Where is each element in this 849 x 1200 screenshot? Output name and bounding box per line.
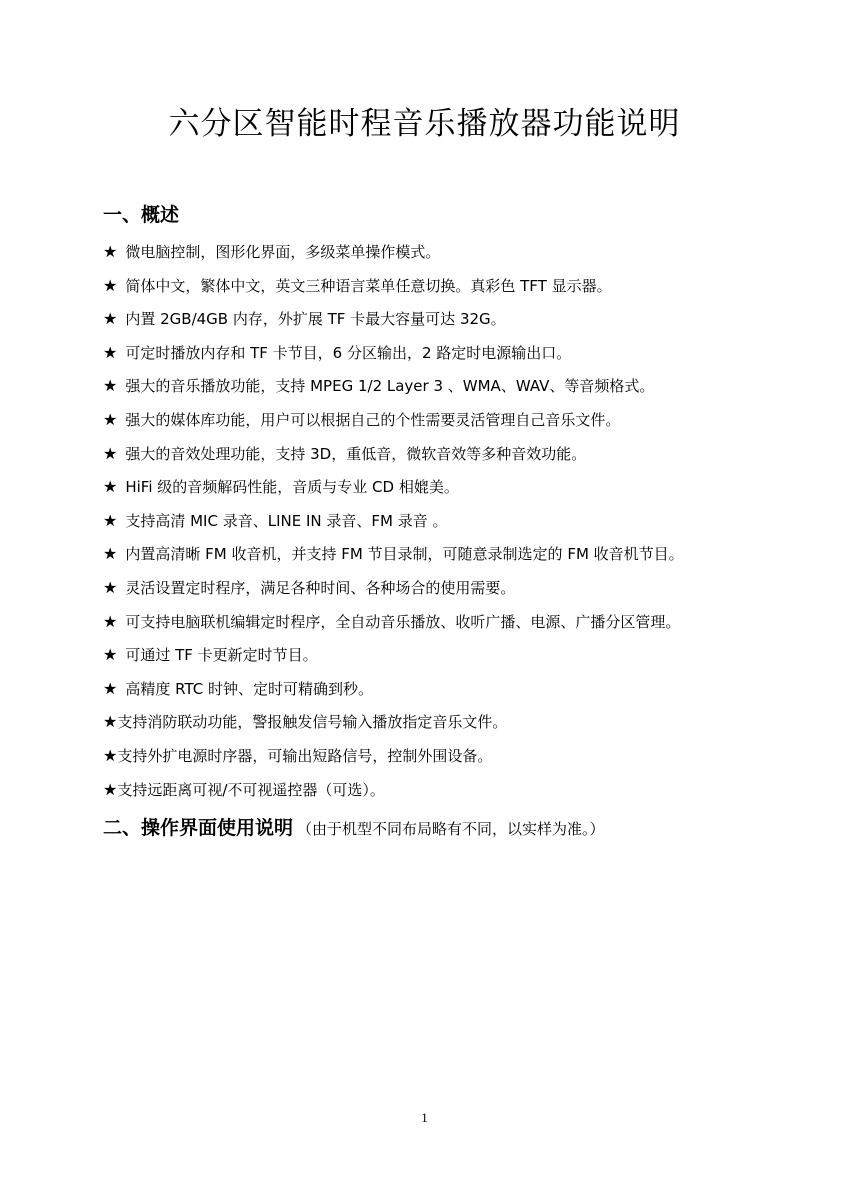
star-icon: ★ [103, 409, 118, 429]
list-item [103, 269, 803, 303]
star-icon: ★ [103, 477, 118, 497]
list-item-text: 支持外扩电源时序器，可输出短路信号，控制外围设备。 [117, 746, 493, 765]
star-icon: ★ [103, 443, 118, 463]
list-item [103, 235, 803, 269]
list-item-text: 强大的音效处理功能，支持 3D，重低音，微软音效等多种音效功能。 [125, 444, 587, 463]
list-item-text: 微电脑控制，图形化界面，多级菜单操作模式。 [125, 243, 441, 261]
list-item-text: 简体中文，繁体中文，英文三种语言菜单任意切换。真彩色 TFT 显示器。 [125, 276, 612, 295]
star-icon: ★ [103, 275, 118, 295]
star-icon: ★ [103, 376, 118, 396]
list-item-text: 可支持电脑联机编辑定时程序，全自动音乐播放、收听广播、电源、广播分区管理。 [125, 612, 681, 631]
section-heading-text: 二、操作界面使用说明 [103, 817, 294, 839]
star-icon: ★ [103, 309, 118, 329]
list-item-text: 内置高清晰 FM 收音机，并支持 FM 节目录制，可随意录制选定的 FM 收音机节目。 [125, 545, 684, 564]
list-item [103, 705, 803, 739]
list-item-text: 灵活设置定时程序，满足各种时间、各种场合的使用需要。 [125, 578, 516, 597]
star-icon: ★ [103, 779, 118, 799]
section-heading-overview: 一、概述 [103, 204, 180, 226]
list-item-text: 支持消防联动功能，警报触发信号输入播放指定音乐文件。 [117, 713, 508, 732]
star-icon: ★ [103, 242, 118, 261]
star-icon: ★ [103, 510, 118, 530]
list-item [103, 773, 803, 807]
list-item [103, 571, 803, 605]
list-item-text: 支持高清 MIC 录音、LINE IN 录音、FM 录音 。 [125, 511, 448, 530]
list-item-text: 强大的音乐播放功能，支持 MPEG 1/2 Layer 3 、WMA、WAV、等音频格式。 [125, 377, 655, 396]
list-item [103, 437, 803, 471]
list-item [103, 336, 803, 370]
list-item [103, 470, 803, 504]
list-item-text: HiFi 级的音频解码性能，音质与专业 CD 相媲美。 [125, 478, 459, 497]
page-number: 1 [421, 1110, 428, 1125]
section-heading-note: （由于机型不同布局略有不同，以实样为准。） [297, 820, 605, 838]
list-item-text: 支持远距离可视/不可视遥控器（可选）。 [117, 780, 385, 799]
star-icon: ★ [103, 577, 118, 597]
list-item [103, 537, 803, 571]
list-item [103, 605, 803, 639]
list-item [103, 638, 803, 672]
list-item [103, 369, 803, 403]
list-item-text: 可通过 TF 卡更新定时节目。 [125, 646, 318, 665]
list-item [103, 672, 803, 706]
list-item-text: 强大的媒体库功能，用户可以根据自己的个性需要灵活管理自己音乐文件。 [125, 410, 621, 429]
list-item [103, 302, 803, 336]
list-item-text: 可定时播放内存和 TF 卡节目，6 分区输出，2 路定时电源输出口。 [125, 343, 572, 362]
star-icon: ★ [103, 544, 118, 564]
feature-list [103, 235, 803, 806]
star-icon: ★ [103, 712, 118, 732]
star-icon: ★ [103, 678, 118, 698]
star-icon: ★ [103, 342, 118, 362]
star-icon: ★ [103, 745, 118, 765]
list-item-text: 高精度 RTC 时钟、定时可精确到秒。 [125, 679, 373, 698]
list-item-text: 内置 2GB/4GB 内存，外扩展 TF 卡最大容量可达 32G。 [125, 310, 506, 329]
list-item [103, 403, 803, 437]
list-item [103, 504, 803, 538]
list-item [103, 739, 803, 773]
page-title: 六分区智能时程音乐播放器功能说明 [168, 106, 681, 142]
section-heading-operation [103, 814, 605, 843]
star-icon: ★ [103, 645, 118, 665]
star-icon: ★ [103, 611, 118, 631]
